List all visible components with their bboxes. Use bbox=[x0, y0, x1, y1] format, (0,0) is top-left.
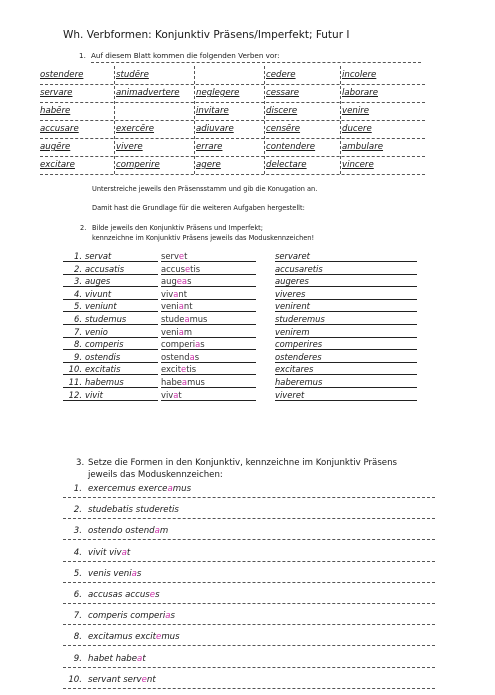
exercise-text bbox=[63, 548, 130, 558]
konjunktiv-praesens-answer bbox=[161, 314, 256, 325]
verb-form: studemus bbox=[85, 314, 127, 324]
konjunktiv-praesens-answer bbox=[161, 301, 256, 312]
answer-ending: s bbox=[170, 611, 176, 622]
answer-stem: habe bbox=[161, 377, 182, 387]
answer-line bbox=[63, 667, 435, 668]
verb-form: vivunt bbox=[85, 288, 112, 299]
mood-marker: a bbox=[173, 288, 179, 299]
verb-cell: excitare bbox=[40, 160, 75, 170]
mood-marker: a bbox=[154, 526, 160, 537]
instruction-1 bbox=[79, 51, 280, 60]
table-row bbox=[0, 390, 495, 401]
verb-cell: incolere bbox=[342, 70, 377, 80]
answer-ending: mus bbox=[189, 314, 208, 324]
verb-cell: exercēre bbox=[116, 124, 155, 134]
exercise-number: 10. bbox=[68, 674, 82, 685]
verb-cell: habēre bbox=[40, 106, 71, 116]
instruction-3 bbox=[76, 457, 398, 481]
note-foundation: Damit hast die Grundlage für die weiteren Aufgaben hergestellt: bbox=[92, 204, 305, 212]
answer-ending: s bbox=[155, 590, 160, 600]
answer-stem: viv bbox=[161, 389, 174, 400]
exercise-number: 2. bbox=[73, 505, 82, 516]
exercise-number: 8. bbox=[73, 632, 82, 643]
exercise-text bbox=[63, 484, 191, 494]
answer-stem: excit bbox=[161, 364, 182, 375]
answer-ending: t bbox=[142, 653, 146, 664]
exercise-text bbox=[63, 675, 156, 685]
exercise-form: servant bbox=[88, 674, 121, 685]
mood-marker: e bbox=[156, 632, 162, 643]
verb-cell: invitare bbox=[196, 106, 229, 116]
verb-form: ostendis bbox=[85, 351, 121, 362]
note-underline-stem: Unterstreiche jeweils den Präsensstamm und gib die Konugation an. bbox=[92, 185, 318, 193]
exercise-answer bbox=[125, 526, 168, 536]
row-number: 11. bbox=[68, 377, 82, 387]
exercise-number: 4. bbox=[73, 547, 82, 558]
answer-stem: accus bbox=[161, 263, 186, 274]
konjunktiv-imperfekt-answer: haberemus bbox=[275, 377, 417, 388]
verb-cell: censēre bbox=[266, 124, 301, 134]
verb-cell: vincere bbox=[342, 160, 374, 170]
mood-marker: e bbox=[178, 251, 185, 261]
mood-marker: ea bbox=[176, 276, 188, 287]
answer-stem: ostend bbox=[161, 351, 190, 362]
verb-form: servat bbox=[85, 251, 112, 261]
table-row bbox=[0, 364, 495, 375]
instruction-3-number: 3. bbox=[76, 458, 85, 468]
answer-ending: t bbox=[184, 251, 188, 261]
answer-stem: veni bbox=[113, 568, 132, 579]
mood-marker: a bbox=[173, 389, 179, 400]
indicative-form bbox=[63, 377, 158, 388]
exercise-form: exercemus bbox=[88, 484, 136, 494]
konjunktiv-imperfekt-answer: comperires bbox=[275, 339, 417, 350]
answer-stem: stude bbox=[161, 314, 185, 324]
answer-line bbox=[63, 688, 435, 689]
answer-ending: m bbox=[159, 526, 169, 537]
verb-cell: adiuvare bbox=[196, 124, 234, 134]
verb-cell: accusare bbox=[40, 124, 79, 134]
answer-stem: viv bbox=[109, 547, 122, 558]
exercise-item bbox=[63, 547, 435, 568]
grid-row-divider bbox=[40, 156, 425, 157]
exercise-answer bbox=[125, 590, 159, 600]
exercise-item bbox=[63, 610, 435, 631]
answer-stem: serv bbox=[123, 674, 142, 685]
answer-stem: ostend bbox=[125, 526, 155, 537]
verb-cell: delectare bbox=[266, 160, 307, 170]
exercise-text bbox=[63, 569, 141, 579]
exercise-answer bbox=[116, 654, 146, 664]
verb-cell: discere bbox=[266, 106, 298, 116]
exercise-item bbox=[63, 483, 435, 504]
answer-ending: s bbox=[187, 276, 192, 287]
answer-stem: comperi bbox=[161, 339, 196, 350]
exercise-number: 5. bbox=[73, 568, 82, 579]
exercise-form: comperis bbox=[88, 611, 128, 622]
row-number: 4. bbox=[74, 288, 82, 299]
instruction-3-line-2: jeweils das Moduskennzeichen: bbox=[88, 470, 223, 480]
answer-ending: s bbox=[136, 568, 142, 579]
answer-stem: veni bbox=[161, 301, 179, 312]
exercise-number: 9. bbox=[73, 653, 82, 664]
row-number: 9. bbox=[74, 351, 82, 362]
mood-marker: a bbox=[184, 314, 190, 324]
mood-marker: e bbox=[141, 674, 147, 685]
answer-line bbox=[63, 582, 435, 583]
konjunktiv-praesens-answer bbox=[161, 327, 256, 338]
exercise-answer bbox=[109, 548, 130, 558]
verb-form: vivit bbox=[85, 389, 103, 400]
answer-ending: mus bbox=[172, 484, 192, 494]
indicative-form bbox=[63, 289, 158, 300]
answer-stem: aug bbox=[161, 276, 177, 287]
answer-stem: viv bbox=[161, 288, 174, 299]
indicative-form bbox=[63, 390, 158, 401]
row-number: 2. bbox=[74, 263, 82, 274]
verb-cell: augēre bbox=[40, 142, 71, 152]
exercise-answer bbox=[135, 632, 179, 642]
verb-grid bbox=[40, 66, 425, 174]
grid-row-divider bbox=[40, 120, 425, 121]
verb-cell: ambulare bbox=[342, 142, 384, 152]
exercise-form: venis bbox=[88, 568, 111, 579]
table-row bbox=[0, 327, 495, 338]
answer-line bbox=[63, 518, 435, 519]
table-row bbox=[0, 339, 495, 350]
exercise-number: 1. bbox=[73, 484, 82, 494]
exercise-item bbox=[63, 568, 435, 589]
mood-marker: e bbox=[149, 590, 156, 600]
row-number: 1. bbox=[74, 251, 82, 261]
indicative-form bbox=[63, 251, 158, 262]
indicative-form bbox=[63, 314, 158, 325]
indicative-form bbox=[63, 301, 158, 312]
grid-row-divider bbox=[40, 84, 425, 85]
answer-ending: tis bbox=[190, 263, 201, 274]
indicative-form bbox=[63, 264, 158, 275]
answer-stem: comperi bbox=[130, 611, 166, 622]
verb-cell: servare bbox=[40, 88, 73, 98]
mood-marker: e bbox=[181, 364, 187, 375]
exercise-item bbox=[63, 504, 435, 525]
answer-ending: s bbox=[194, 351, 200, 362]
table-row bbox=[0, 264, 495, 275]
grid-row-divider bbox=[40, 138, 425, 139]
konjunktiv-praesens-answer bbox=[161, 390, 256, 401]
table-row bbox=[0, 276, 495, 287]
answer-ending: t bbox=[126, 547, 131, 558]
verb-form: habemus bbox=[85, 377, 124, 387]
answer-ending: tis bbox=[186, 364, 197, 375]
instruction-1-number: 1. bbox=[79, 51, 86, 60]
konjunktiv-praesens-answer bbox=[161, 339, 256, 350]
konjunktiv-imperfekt-answer: augeres bbox=[275, 276, 417, 287]
mood-marker: a bbox=[137, 653, 143, 664]
konjunktiv-imperfekt-answer: accusaretis bbox=[275, 264, 417, 275]
exercise-form: accusas bbox=[88, 590, 123, 600]
verb-cell: cedere bbox=[266, 70, 296, 80]
verb-form: comperis bbox=[85, 339, 124, 350]
answer-stem: veni bbox=[161, 326, 179, 337]
mood-marker: a bbox=[178, 301, 184, 312]
exercise-answer bbox=[113, 569, 141, 579]
konjunktiv-imperfekt-answer: ostenderes bbox=[275, 352, 417, 363]
instruction-3-line-1: Setze die Formen in den Konjunktiv, kennzeichne im Konjunktiv Präsens bbox=[88, 458, 398, 468]
exercise-item bbox=[63, 653, 435, 674]
indicative-form bbox=[63, 276, 158, 287]
exercise-text bbox=[63, 526, 168, 536]
indicative-form bbox=[63, 339, 158, 350]
instruction-1-text: Auf diesem Blatt kommen die folgenden Verben vor: bbox=[91, 51, 280, 60]
verb-cell: animadvertere bbox=[116, 88, 180, 98]
verb-cell: laborare bbox=[342, 88, 378, 98]
indicative-form bbox=[63, 327, 158, 338]
answer-ending: nt bbox=[178, 288, 187, 299]
answer-ending: nt bbox=[146, 674, 156, 685]
verb-form: accusatis bbox=[85, 263, 125, 274]
konjunktiv-praesens-answer bbox=[161, 364, 256, 375]
konjunktiv-praesens-answer bbox=[161, 264, 256, 275]
table-row bbox=[0, 314, 495, 325]
konjunktiv-praesens-answer bbox=[161, 251, 256, 262]
konjunktiv-imperfekt-answer: viveret bbox=[275, 390, 417, 401]
mood-marker: a bbox=[167, 484, 173, 494]
exercise-answer bbox=[136, 505, 179, 515]
mood-marker: a bbox=[189, 351, 195, 362]
exercise-answer bbox=[123, 675, 156, 685]
table-row bbox=[0, 301, 495, 312]
answer-ending: m bbox=[183, 326, 193, 337]
konjunktiv-imperfekt-answer: excitares bbox=[275, 364, 417, 375]
exercise-form: studebatis bbox=[88, 505, 133, 516]
exercise-number: 3. bbox=[73, 526, 82, 537]
konjunktiv-imperfekt-answer: viveres bbox=[275, 289, 417, 300]
instruction-2 bbox=[80, 223, 315, 243]
verb-form: excitatis bbox=[85, 364, 121, 375]
exercise-text bbox=[63, 632, 180, 642]
table-row bbox=[0, 352, 495, 363]
exercise-number: 7. bbox=[73, 611, 82, 622]
exercise-number: 6. bbox=[73, 590, 82, 600]
verb-cell: contendere bbox=[266, 142, 316, 152]
answer-stem: accus bbox=[125, 590, 150, 600]
verb-cell: errare bbox=[196, 142, 223, 152]
instruction-2-number: 2. bbox=[80, 224, 87, 232]
exercise-item bbox=[63, 525, 435, 546]
mood-marker: a bbox=[165, 611, 171, 622]
instruction-2-line-1: Bilde jeweils den Konjunktiv Präsens und Imperfekt; bbox=[92, 224, 263, 232]
grid-row-divider bbox=[40, 102, 425, 103]
answer-line bbox=[63, 603, 435, 604]
exercise-text bbox=[63, 611, 175, 621]
verb-cell: comperire bbox=[116, 160, 160, 170]
exercise-item bbox=[63, 589, 435, 610]
table-row bbox=[0, 251, 495, 262]
indicative-form bbox=[63, 352, 158, 363]
konjunktiv-imperfekt-answer: venirem bbox=[275, 327, 417, 338]
exercise-form: habet bbox=[88, 653, 113, 664]
answer-stem: excit bbox=[135, 632, 157, 643]
verb-cell: cessare bbox=[266, 88, 300, 98]
konjunktiv-praesens-answer bbox=[161, 377, 256, 388]
indicative-form bbox=[63, 364, 158, 375]
exercise-text bbox=[63, 505, 179, 515]
page-title: Wh. Verbformen: Konjunktiv Präsens/Imperfekt; Futur I bbox=[63, 29, 350, 41]
row-number: 5. bbox=[74, 301, 82, 312]
konjunktiv-praesens-answer bbox=[161, 352, 256, 363]
answer-ending: t bbox=[178, 389, 182, 400]
row-number: 8. bbox=[74, 339, 82, 350]
answer-stem: studeretis bbox=[135, 505, 179, 516]
answer-line bbox=[63, 561, 435, 562]
mood-marker: a bbox=[181, 377, 188, 387]
exercise-item bbox=[63, 631, 435, 652]
exercise-text bbox=[63, 590, 160, 600]
mood-marker: a bbox=[178, 326, 184, 337]
exercise-text bbox=[63, 654, 146, 664]
verb-form: auges bbox=[85, 276, 111, 287]
konjunktiv-imperfekt-answer: servaret bbox=[275, 251, 417, 262]
exercise-form: ostendo bbox=[88, 526, 123, 537]
exercise-item bbox=[63, 674, 435, 695]
mood-marker: e bbox=[185, 263, 191, 274]
verb-form: veniunt bbox=[85, 301, 117, 312]
answer-line bbox=[63, 645, 435, 646]
answer-ending: nt bbox=[183, 301, 193, 312]
answer-ending: mus bbox=[161, 632, 180, 643]
table-row bbox=[0, 377, 495, 388]
konjunktiv-praesens-answer bbox=[161, 289, 256, 300]
verb-cell: venire bbox=[342, 106, 370, 116]
konjunktiv-imperfekt-answer: venirent bbox=[275, 301, 417, 312]
table-row bbox=[0, 289, 495, 300]
exercise-form: vivit bbox=[88, 547, 107, 558]
instruction-2-line-2: kennzeichne im Konjunktiv Präsens jeweils das Moduskennzeichen! bbox=[92, 234, 315, 242]
verb-cell: ducere bbox=[342, 124, 372, 134]
answer-stem: exerce bbox=[138, 484, 168, 494]
verb-cell: ostendere bbox=[40, 70, 84, 80]
row-number: 3. bbox=[74, 276, 82, 287]
konjunktiv-imperfekt-answer: studeremus bbox=[275, 314, 417, 325]
verb-form: venio bbox=[85, 326, 108, 337]
row-number: 7. bbox=[74, 326, 82, 337]
mood-marker: a bbox=[195, 339, 201, 350]
grid-row-divider bbox=[40, 174, 425, 175]
answer-stem: habe bbox=[115, 653, 138, 664]
exercise-answer bbox=[138, 484, 191, 494]
row-number: 6. bbox=[74, 314, 82, 324]
mood-marker: a bbox=[121, 547, 127, 558]
verb-cell: neglegere bbox=[196, 88, 240, 98]
answer-line bbox=[63, 624, 435, 625]
answer-ending: mus bbox=[187, 377, 205, 387]
mood-marker: a bbox=[131, 568, 137, 579]
verb-cell: vivere bbox=[116, 142, 143, 152]
verb-cell: agere bbox=[196, 160, 221, 170]
exercise-answer bbox=[130, 611, 175, 621]
konjunktiv-praesens-answer bbox=[161, 276, 256, 287]
row-number: 12. bbox=[68, 389, 82, 400]
answer-line bbox=[63, 539, 435, 540]
answer-line bbox=[63, 497, 435, 498]
answer-ending: s bbox=[200, 339, 205, 350]
row-number: 10. bbox=[68, 364, 82, 375]
answer-stem: serv bbox=[161, 251, 179, 261]
exercise-form: excitamus bbox=[88, 632, 133, 643]
verb-cell: studēre bbox=[116, 70, 149, 80]
divider bbox=[91, 62, 421, 63]
